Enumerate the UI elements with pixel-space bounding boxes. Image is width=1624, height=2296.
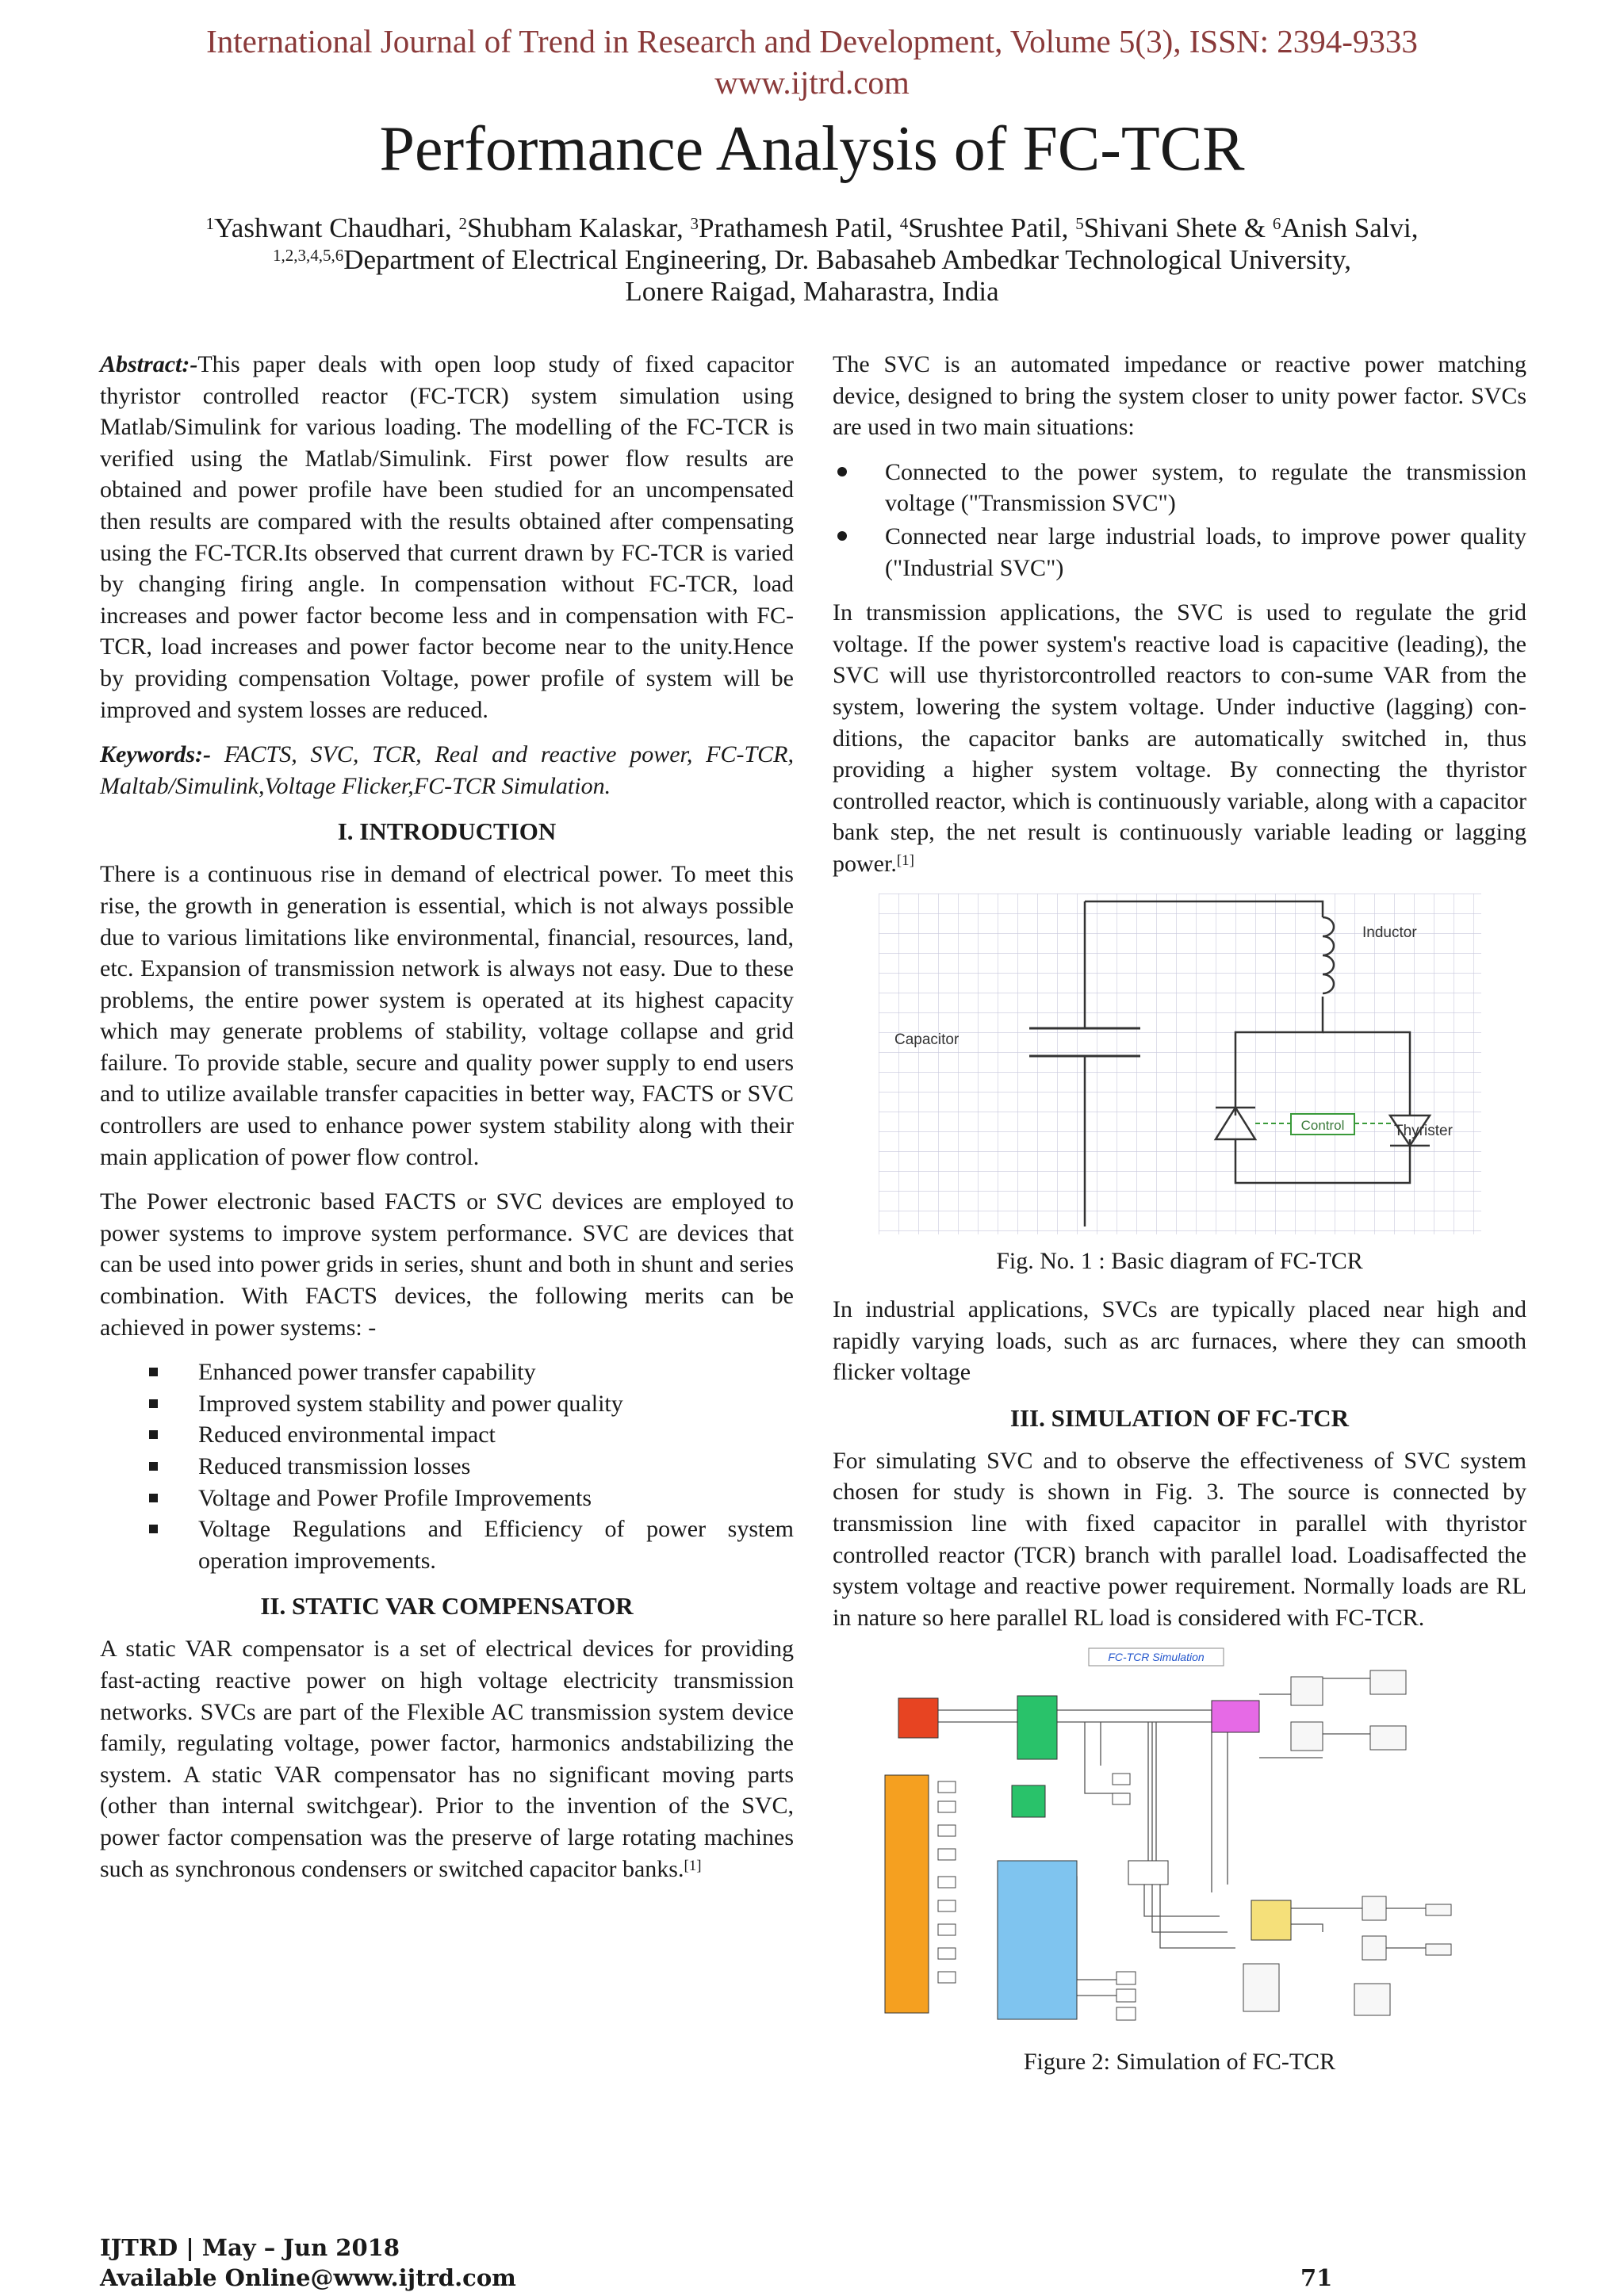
footer-website: Available Online@www.ijtrd.com: [100, 2264, 516, 2291]
author-sup: 5: [1075, 214, 1084, 233]
author-block: [0, 212, 1624, 308]
three-phase-source-block: [898, 1698, 938, 1738]
author-sup: 6: [1272, 214, 1281, 233]
pq-measure-block: [1251, 1900, 1291, 1940]
figure-2-simulation: [879, 1647, 1481, 2035]
intro-paragraph-2: The Power electronic based FACTS or SVC devices are employed to power systems to improve system performance. SVC are devices that can be used into power grids in series, shunt and both in shunt and series combination. With FACTS devices, the following merits can be achieved in power systems: -: [100, 1188, 794, 1341]
author-list: [0, 212, 1624, 244]
square-bullet-icon: [149, 1430, 158, 1439]
affiliation: [0, 244, 1624, 276]
page-number: 71: [1300, 2264, 1333, 2291]
list-item: Connected to the power system, to regulate the transmission voltage ("Transmission SVC"): [833, 457, 1526, 519]
transmission-line-block: [1212, 1701, 1259, 1732]
list-item: Reduced transmission losses: [100, 1451, 794, 1483]
section-heading-simulation: III. SIMULATION OF FC-TCR: [1009, 1403, 1350, 1432]
thyrister-label: Thyrister: [1393, 1122, 1453, 1139]
pulse-generator-block: [885, 1775, 929, 2013]
square-bullet-icon: [149, 1462, 158, 1471]
abstract: [100, 349, 794, 725]
journal-website: www.ijtrd.com: [714, 64, 910, 101]
list-item: Reduced environmental impact: [100, 1419, 794, 1451]
affiliation-text: Department of Electrical Engineering, Dr. Babasaheb Ambedkar Technological University,: [343, 244, 1351, 275]
keywords-text: FACTS, SVC, TCR, Real and reactive power, FC-TCR, Maltab/Simulink,Voltage Flicker,FC-TCR Simulation.: [100, 741, 794, 799]
keywords-label: Keywords:-: [100, 741, 211, 768]
author-sup: 4: [899, 214, 909, 233]
journal-header: [0, 21, 1624, 103]
author-name: Shubham Kalaskar,: [467, 212, 691, 243]
author-name: Srushtee Patil,: [908, 212, 1076, 243]
location: Lonere Raigad, Maharastra, India: [625, 276, 999, 307]
svc-uses-list: [833, 457, 1526, 584]
inductor-label: Inductor: [1362, 924, 1417, 941]
svc-paragraph-1: A static VAR compensator is a set of electrical devices for providing fast-acting reactive power on high voltage electricity transmission networks. SVCs are part of the Flexible AC transmission system device family, regulating voltage, power factor, harmonics andstabilizing the system. A static VAR compensator has no significant moving parts (other than internal switchgear). Prior to the invention of the SVC, power factor compensation was the preserve of large rotating machines such as synchronous condensers or switched capacitor banks.[1]: [100, 1636, 794, 1882]
journal-line: International Journal of Trend in Research and Development, Volume 5(3), ISSN: 2394-9333: [206, 23, 1418, 59]
figure-1-caption: Fig. No. 1 : Basic diagram of FC-TCR: [996, 1247, 1363, 1274]
svc-paragraph-2: The SVC is an automated impedance or reactive power matching device, designed to bring the system closer to unity power factor. SVCs are used in two main situations:: [833, 351, 1526, 441]
intro-paragraph-1: There is a continuous rise in demand of electrical power. To meet this rise, the growth in generation is essential, which is not always possible due to various limitations like environmental, financial, resources, land, etc. Expansion of transmission network is always not easy. Due to these problems, the entire power system is operated at its highest capacity which may generate problems of stability, voltage collapse and grid failure. To provide stable, secure and quality power supply to end users and to utilize available transfer capacities in better way, FACTS or SVC controllers are used to enhance power system stability along with their main application of power flow control.: [100, 861, 794, 1170]
citation-ref: [1]: [684, 1857, 702, 1874]
author-name: Shivani Shete &: [1083, 212, 1273, 243]
paper-title: Performance Analysis of FC-TCR: [379, 114, 1245, 184]
page-footer: [100, 2233, 516, 2293]
citation-ref: [1]: [896, 851, 914, 869]
figure-1-diagram: [879, 894, 1481, 1234]
author-sup: 2: [458, 214, 468, 233]
square-bullet-icon: [149, 1368, 158, 1376]
scope-blocks: [1243, 1670, 1451, 2015]
section-heading-introduction: I. INTRODUCTION: [337, 817, 557, 846]
left-column: [100, 349, 794, 1898]
figure-2-caption: Figure 2: Simulation of FC-TCR: [1023, 2049, 1336, 2076]
keywords: [100, 739, 794, 802]
simulation-paragraph-1: For simulating SVC and to observe the effectiveness of SVC system chosen for study is shown in Fig. 3. The source is connected by transmission line with fixed capacitor in parallel with thyristor controlled reactor (TCR) branch with parallel load. Loadisaffected the system voltage and reactive power requirement. Normally loads are RL in nature so here parallel RL load is considered with FC-TCR.: [833, 1447, 1526, 1631]
affiliation-sup: 1,2,3,4,5,6: [273, 246, 344, 265]
svc-paragraph-3: In transmission applications, the SVC is used to regulate the grid voltage. If the power system's reactive load is capacitive (leading), the SVC will use thyristorcontrolled reactors to con-sume VAR from the system, lowering the system voltage. Under inductive (lagging) con-ditions, the capacitor banks are automatically switched in, thus providing a higher system voltage. By connecting the thyristor controlled reactor, which is continuously variable, along with a capacitor bank step, the net result is continuously variable leading or lagging power.[1]: [833, 599, 1526, 877]
author-name: Prathamesh Patil,: [699, 212, 900, 243]
svc-paragraph-4: In industrial applications, SVCs are typically placed near high and rapidly varying loads, such as arc furnaces, where they can smooth flicker voltage: [833, 1296, 1526, 1386]
footer-journal: IJTRD | May – Jun 2018: [100, 2234, 400, 2261]
author-sup: 3: [690, 214, 699, 233]
abstract-text: This paper deals with open loop study of fixed capacitor thyristor controlled reactor (FC-TCR) system simulation using Matlab/Simulink for various loading. The modelling of the FC-TCR is verified using the Matlab/Simulink. First power flow results are obtained and power profile have been studied for an uncompensated then results are compared with the results obtained after compensating using the FC-TCR.Its observed that current drawn by FC-TCR is varied by changing firing angle. In compensation without FC-TCR, load increases and power factor become less and in compensation with FC-TCR, load increases and power factor become near to the unity.Hence by providing compensation Voltage, power profile of system will be improved and system losses are reduced.: [100, 351, 794, 723]
section-heading-svc: II. STATIC VAR COMPENSATOR: [260, 1592, 634, 1621]
merits-list: [100, 1357, 794, 1576]
list-item: Improved system stability and power quality: [100, 1388, 794, 1420]
dot-bullet-icon: [837, 467, 847, 476]
breaker-block: [1128, 1861, 1168, 1885]
right-column: [833, 349, 1526, 2095]
square-bullet-icon: [149, 1494, 158, 1502]
sim-title-label: FC-TCR Simulation: [1107, 1651, 1205, 1664]
abstract-label: Abstract:-: [100, 351, 198, 377]
author-name: Anish Salvi,: [1281, 212, 1419, 243]
power-factor-block: [1012, 1785, 1045, 1817]
capacitor-label: Capacitor: [894, 1031, 959, 1048]
square-bullet-icon: [149, 1399, 158, 1408]
fc-tcr-subsystem-block: [998, 1861, 1077, 2019]
dot-bullet-icon: [837, 531, 847, 541]
list-item: Enhanced power transfer capability: [100, 1357, 794, 1388]
control-label: Control: [1300, 1117, 1344, 1133]
list-item: Connected near large industrial loads, to improve power quality ("Industrial SVC"): [833, 521, 1526, 584]
list-item: Voltage and Power Profile Improvements: [100, 1483, 794, 1514]
vi-measurement-block: [1017, 1696, 1057, 1759]
list-item: Voltage Regulations and Efficiency of power system operation improvements.: [100, 1513, 794, 1576]
author-sup: 1: [205, 214, 215, 233]
author-name: Yashwant Chaudhari,: [214, 212, 459, 243]
square-bullet-icon: [149, 1525, 158, 1533]
